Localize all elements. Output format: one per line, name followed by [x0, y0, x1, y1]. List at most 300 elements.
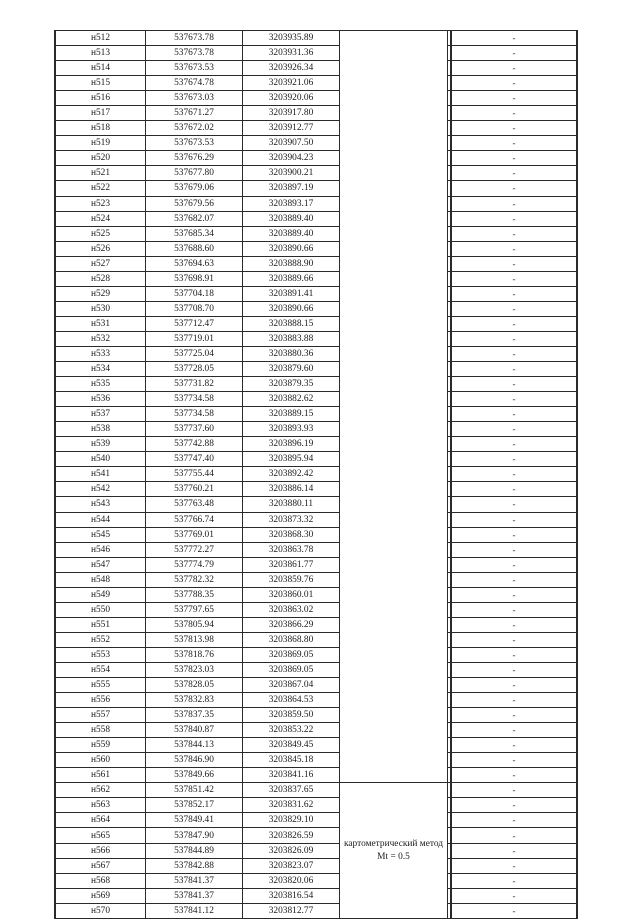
- point-id-cell: н518: [55, 121, 146, 136]
- y-coordinate-cell: 3203892.42: [243, 467, 340, 482]
- note-cell: -: [451, 377, 577, 392]
- note-cell: -: [451, 768, 577, 783]
- point-id-cell: н565: [55, 828, 146, 843]
- y-coordinate-cell: 3203868.30: [243, 527, 340, 542]
- note-cell: -: [451, 256, 577, 271]
- x-coordinate-cell: 537673.78: [146, 46, 243, 61]
- table-row: [55, 783, 577, 798]
- y-coordinate-cell: 3203888.15: [243, 316, 340, 331]
- x-coordinate-cell: 537728.05: [146, 362, 243, 377]
- point-id-cell: н523: [55, 196, 146, 211]
- note-cell: -: [451, 572, 577, 587]
- note-cell: -: [451, 903, 577, 918]
- table-row: [55, 331, 577, 346]
- y-coordinate-cell: 3203920.06: [243, 91, 340, 106]
- point-id-cell: н562: [55, 783, 146, 798]
- note-cell: -: [451, 76, 577, 91]
- x-coordinate-cell: 537704.18: [146, 286, 243, 301]
- point-id-cell: н567: [55, 858, 146, 873]
- y-coordinate-cell: 3203921.06: [243, 76, 340, 91]
- point-id-cell: н542: [55, 482, 146, 497]
- table-row: [55, 241, 577, 256]
- x-coordinate-cell: 537828.05: [146, 678, 243, 693]
- y-coordinate-cell: 3203863.02: [243, 602, 340, 617]
- point-id-cell: н537: [55, 407, 146, 422]
- table-row: [55, 888, 577, 903]
- point-id-cell: н551: [55, 617, 146, 632]
- x-coordinate-cell: 537677.80: [146, 166, 243, 181]
- x-coordinate-cell: 537774.79: [146, 557, 243, 572]
- x-coordinate-cell: 537849.41: [146, 813, 243, 828]
- x-coordinate-cell: 537763.48: [146, 497, 243, 512]
- note-cell: -: [451, 662, 577, 677]
- x-coordinate-cell: 537849.66: [146, 768, 243, 783]
- x-coordinate-cell: 537840.87: [146, 723, 243, 738]
- x-coordinate-cell: 537852.17: [146, 798, 243, 813]
- point-id-cell: н530: [55, 301, 146, 316]
- x-coordinate-cell: 537847.90: [146, 828, 243, 843]
- x-coordinate-cell: 537823.03: [146, 662, 243, 677]
- note-cell: -: [451, 783, 577, 798]
- table-row: [55, 91, 577, 106]
- x-coordinate-cell: 537844.89: [146, 843, 243, 858]
- y-coordinate-cell: 3203845.18: [243, 753, 340, 768]
- note-cell: -: [451, 452, 577, 467]
- x-coordinate-cell: 537788.35: [146, 587, 243, 602]
- point-id-cell: н547: [55, 557, 146, 572]
- point-id-cell: н544: [55, 512, 146, 527]
- y-coordinate-cell: 3203841.16: [243, 768, 340, 783]
- note-cell: -: [451, 647, 577, 662]
- note-cell: -: [451, 828, 577, 843]
- y-coordinate-cell: 3203859.50: [243, 708, 340, 723]
- x-coordinate-cell: 537747.40: [146, 452, 243, 467]
- table-row: [55, 166, 577, 181]
- table-row: [55, 843, 577, 858]
- table-row: [55, 437, 577, 452]
- y-coordinate-cell: 3203893.93: [243, 422, 340, 437]
- note-cell: -: [451, 693, 577, 708]
- point-id-cell: н555: [55, 678, 146, 693]
- table-row: [55, 377, 577, 392]
- y-coordinate-cell: 3203826.59: [243, 828, 340, 843]
- point-id-cell: н560: [55, 753, 146, 768]
- table-row: [55, 798, 577, 813]
- note-cell: -: [451, 271, 577, 286]
- note-cell: -: [451, 226, 577, 241]
- note-cell: -: [451, 843, 577, 858]
- y-coordinate-cell: 3203864.53: [243, 693, 340, 708]
- y-coordinate-cell: 3203904.23: [243, 151, 340, 166]
- table-row: [55, 662, 577, 677]
- point-id-cell: н564: [55, 813, 146, 828]
- note-cell: -: [451, 331, 577, 346]
- x-coordinate-cell: 537673.78: [146, 31, 243, 46]
- y-coordinate-cell: 3203860.01: [243, 587, 340, 602]
- x-coordinate-cell: 537671.27: [146, 106, 243, 121]
- point-id-cell: н532: [55, 331, 146, 346]
- point-id-cell: н563: [55, 798, 146, 813]
- y-coordinate-cell: 3203893.17: [243, 196, 340, 211]
- table-row: [55, 512, 577, 527]
- x-coordinate-cell: 537797.65: [146, 602, 243, 617]
- note-cell: -: [451, 316, 577, 331]
- point-id-cell: н531: [55, 316, 146, 331]
- note-cell: -: [451, 136, 577, 151]
- note-cell: -: [451, 753, 577, 768]
- table-row: [55, 181, 577, 196]
- table-row: [55, 572, 577, 587]
- point-id-cell: н546: [55, 542, 146, 557]
- table-row: [55, 693, 577, 708]
- table-row: [55, 497, 577, 512]
- table-row: [55, 76, 577, 91]
- point-id-cell: н539: [55, 437, 146, 452]
- x-coordinate-cell: 537734.58: [146, 392, 243, 407]
- note-cell: -: [451, 121, 577, 136]
- table-row: [55, 136, 577, 151]
- note-cell: -: [451, 587, 577, 602]
- y-coordinate-cell: 3203849.45: [243, 738, 340, 753]
- note-cell: -: [451, 632, 577, 647]
- point-id-cell: н566: [55, 843, 146, 858]
- note-cell: -: [451, 196, 577, 211]
- y-coordinate-cell: 3203826.09: [243, 843, 340, 858]
- point-id-cell: н570: [55, 903, 146, 918]
- y-coordinate-cell: 3203863.78: [243, 542, 340, 557]
- note-cell: -: [451, 362, 577, 377]
- point-id-cell: н550: [55, 602, 146, 617]
- x-coordinate-cell: 537688.60: [146, 241, 243, 256]
- x-coordinate-cell: 537673.03: [146, 91, 243, 106]
- x-coordinate-cell: 537766.74: [146, 512, 243, 527]
- point-id-cell: н536: [55, 392, 146, 407]
- y-coordinate-cell: 3203889.66: [243, 271, 340, 286]
- y-coordinate-cell: 3203883.88: [243, 331, 340, 346]
- point-id-cell: н525: [55, 226, 146, 241]
- x-coordinate-cell: 537673.53: [146, 136, 243, 151]
- x-coordinate-cell: 537841.37: [146, 888, 243, 903]
- note-cell: -: [451, 798, 577, 813]
- x-coordinate-cell: 537742.88: [146, 437, 243, 452]
- point-id-cell: н519: [55, 136, 146, 151]
- y-coordinate-cell: 3203926.34: [243, 61, 340, 76]
- y-coordinate-cell: 3203900.21: [243, 166, 340, 181]
- note-cell: -: [451, 346, 577, 361]
- note-cell: -: [451, 723, 577, 738]
- point-id-cell: н559: [55, 738, 146, 753]
- note-cell: -: [451, 482, 577, 497]
- y-coordinate-cell: 3203882.62: [243, 392, 340, 407]
- method-note: картометрический метод Mt = 0.5: [343, 839, 444, 862]
- y-coordinate-cell: 3203879.35: [243, 377, 340, 392]
- y-coordinate-cell: 3203866.29: [243, 617, 340, 632]
- point-id-cell: н524: [55, 211, 146, 226]
- table-row: [55, 527, 577, 542]
- y-coordinate-cell: 3203853.22: [243, 723, 340, 738]
- table-row: [55, 121, 577, 136]
- point-id-cell: н540: [55, 452, 146, 467]
- x-coordinate-cell: 537851.42: [146, 783, 243, 798]
- x-coordinate-cell: 537682.07: [146, 211, 243, 226]
- table-row: [55, 407, 577, 422]
- y-coordinate-cell: 3203886.14: [243, 482, 340, 497]
- table-row: [55, 467, 577, 482]
- note-cell: -: [451, 392, 577, 407]
- table-row: [55, 768, 577, 783]
- point-id-cell: н528: [55, 271, 146, 286]
- point-id-cell: н516: [55, 91, 146, 106]
- x-coordinate-cell: 537737.60: [146, 422, 243, 437]
- note-cell: -: [451, 542, 577, 557]
- method-cell-empty: [340, 31, 448, 783]
- y-coordinate-cell: 3203931.36: [243, 46, 340, 61]
- coordinates-table-sheet: [54, 30, 578, 916]
- point-id-cell: н535: [55, 377, 146, 392]
- y-coordinate-cell: 3203889.40: [243, 211, 340, 226]
- table-row: [55, 873, 577, 888]
- table-row: [55, 557, 577, 572]
- x-coordinate-cell: 537813.98: [146, 632, 243, 647]
- note-cell: -: [451, 241, 577, 256]
- table-row: [55, 678, 577, 693]
- table-row: [55, 346, 577, 361]
- x-coordinate-cell: 537685.34: [146, 226, 243, 241]
- y-coordinate-cell: 3203867.04: [243, 678, 340, 693]
- table-row: [55, 316, 577, 331]
- table-row: [55, 392, 577, 407]
- table-row: [55, 542, 577, 557]
- y-coordinate-cell: 3203859.76: [243, 572, 340, 587]
- y-coordinate-cell: 3203935.89: [243, 31, 340, 46]
- table-row: [55, 602, 577, 617]
- point-id-cell: н527: [55, 256, 146, 271]
- note-cell: -: [451, 512, 577, 527]
- x-coordinate-cell: 537674.78: [146, 76, 243, 91]
- y-coordinate-cell: 3203897.19: [243, 181, 340, 196]
- point-id-cell: н541: [55, 467, 146, 482]
- y-coordinate-cell: 3203891.41: [243, 286, 340, 301]
- note-cell: -: [451, 166, 577, 181]
- x-coordinate-cell: 537769.01: [146, 527, 243, 542]
- x-coordinate-cell: 537694.63: [146, 256, 243, 271]
- x-coordinate-cell: 537842.88: [146, 858, 243, 873]
- note-cell: -: [451, 602, 577, 617]
- table-row: [55, 452, 577, 467]
- table-row: [55, 828, 577, 843]
- note-cell: -: [451, 31, 577, 46]
- table-row: [55, 647, 577, 662]
- table-row: [55, 858, 577, 873]
- x-coordinate-cell: 537679.06: [146, 181, 243, 196]
- x-coordinate-cell: 537832.83: [146, 693, 243, 708]
- table-row: [55, 271, 577, 286]
- point-id-cell: н514: [55, 61, 146, 76]
- note-cell: -: [451, 301, 577, 316]
- y-coordinate-cell: 3203890.66: [243, 241, 340, 256]
- point-id-cell: н561: [55, 768, 146, 783]
- note-cell: -: [451, 527, 577, 542]
- point-id-cell: н558: [55, 723, 146, 738]
- point-id-cell: н538: [55, 422, 146, 437]
- table-row: [55, 196, 577, 211]
- x-coordinate-cell: 537734.58: [146, 407, 243, 422]
- x-coordinate-cell: 537760.21: [146, 482, 243, 497]
- point-id-cell: н556: [55, 693, 146, 708]
- table-row: [55, 106, 577, 121]
- y-coordinate-cell: 3203837.65: [243, 783, 340, 798]
- note-cell: -: [451, 407, 577, 422]
- table-row: [55, 151, 577, 166]
- note-cell: -: [451, 678, 577, 693]
- point-id-cell: н553: [55, 647, 146, 662]
- x-coordinate-cell: 537708.70: [146, 301, 243, 316]
- x-coordinate-cell: 537841.12: [146, 903, 243, 918]
- y-coordinate-cell: 3203889.15: [243, 407, 340, 422]
- note-cell: -: [451, 91, 577, 106]
- y-coordinate-cell: 3203880.36: [243, 346, 340, 361]
- y-coordinate-cell: 3203873.32: [243, 512, 340, 527]
- y-coordinate-cell: 3203823.07: [243, 858, 340, 873]
- note-cell: -: [451, 888, 577, 903]
- y-coordinate-cell: 3203896.19: [243, 437, 340, 452]
- point-id-cell: н533: [55, 346, 146, 361]
- point-id-cell: н545: [55, 527, 146, 542]
- table-row: [55, 362, 577, 377]
- coordinates-table-body: [55, 31, 577, 919]
- x-coordinate-cell: 537679.56: [146, 196, 243, 211]
- note-cell: -: [451, 738, 577, 753]
- table-row: [55, 813, 577, 828]
- note-cell: -: [451, 873, 577, 888]
- note-cell: -: [451, 497, 577, 512]
- y-coordinate-cell: 3203869.05: [243, 647, 340, 662]
- y-coordinate-cell: 3203820.06: [243, 873, 340, 888]
- point-id-cell: н543: [55, 497, 146, 512]
- note-cell: -: [451, 46, 577, 61]
- point-id-cell: н557: [55, 708, 146, 723]
- x-coordinate-cell: 537676.29: [146, 151, 243, 166]
- y-coordinate-cell: 3203812.77: [243, 903, 340, 918]
- table-row: [55, 903, 577, 918]
- y-coordinate-cell: 3203831.62: [243, 798, 340, 813]
- point-id-cell: н512: [55, 31, 146, 46]
- table-row: [55, 632, 577, 647]
- table-row: [55, 286, 577, 301]
- coordinates-table: [54, 30, 578, 919]
- table-row: [55, 738, 577, 753]
- y-coordinate-cell: 3203868.80: [243, 632, 340, 647]
- point-id-cell: н529: [55, 286, 146, 301]
- note-cell: -: [451, 858, 577, 873]
- y-coordinate-cell: 3203889.40: [243, 226, 340, 241]
- x-coordinate-cell: 537731.82: [146, 377, 243, 392]
- table-row: [55, 301, 577, 316]
- y-coordinate-cell: 3203816.54: [243, 888, 340, 903]
- table-row: [55, 723, 577, 738]
- table-row: [55, 226, 577, 241]
- point-id-cell: н548: [55, 572, 146, 587]
- y-coordinate-cell: 3203888.90: [243, 256, 340, 271]
- table-row: [55, 211, 577, 226]
- note-cell: -: [451, 151, 577, 166]
- x-coordinate-cell: 537725.04: [146, 346, 243, 361]
- point-id-cell: н534: [55, 362, 146, 377]
- x-coordinate-cell: 537782.32: [146, 572, 243, 587]
- y-coordinate-cell: 3203861.77: [243, 557, 340, 572]
- x-coordinate-cell: 537841.37: [146, 873, 243, 888]
- note-cell: -: [451, 437, 577, 452]
- table-row: [55, 256, 577, 271]
- table-row: [55, 422, 577, 437]
- note-cell: -: [451, 557, 577, 572]
- point-id-cell: н554: [55, 662, 146, 677]
- point-id-cell: н520: [55, 151, 146, 166]
- table-row: [55, 708, 577, 723]
- y-coordinate-cell: 3203829.10: [243, 813, 340, 828]
- x-coordinate-cell: 537755.44: [146, 467, 243, 482]
- table-row: [55, 587, 577, 602]
- point-id-cell: н569: [55, 888, 146, 903]
- y-coordinate-cell: 3203917.80: [243, 106, 340, 121]
- y-coordinate-cell: 3203907.50: [243, 136, 340, 151]
- point-id-cell: н521: [55, 166, 146, 181]
- x-coordinate-cell: 537844.13: [146, 738, 243, 753]
- note-cell: -: [451, 617, 577, 632]
- y-coordinate-cell: 3203880.11: [243, 497, 340, 512]
- note-cell: -: [451, 813, 577, 828]
- x-coordinate-cell: 537672.02: [146, 121, 243, 136]
- note-cell: -: [451, 708, 577, 723]
- x-coordinate-cell: 537698.91: [146, 271, 243, 286]
- table-row: [55, 46, 577, 61]
- point-id-cell: н517: [55, 106, 146, 121]
- note-cell: -: [451, 106, 577, 121]
- note-cell: -: [451, 422, 577, 437]
- note-cell: -: [451, 181, 577, 196]
- note-cell: -: [451, 211, 577, 226]
- x-coordinate-cell: 537712.47: [146, 316, 243, 331]
- note-cell: -: [451, 61, 577, 76]
- y-coordinate-cell: 3203895.94: [243, 452, 340, 467]
- note-cell: -: [451, 467, 577, 482]
- x-coordinate-cell: 537805.94: [146, 617, 243, 632]
- table-row: [55, 31, 577, 46]
- note-cell: -: [451, 286, 577, 301]
- table-row: [55, 753, 577, 768]
- y-coordinate-cell: 3203912.77: [243, 121, 340, 136]
- table-row: [55, 61, 577, 76]
- point-id-cell: н522: [55, 181, 146, 196]
- x-coordinate-cell: 537772.27: [146, 542, 243, 557]
- point-id-cell: н526: [55, 241, 146, 256]
- point-id-cell: н549: [55, 587, 146, 602]
- method-cell: [340, 783, 448, 918]
- point-id-cell: н513: [55, 46, 146, 61]
- x-coordinate-cell: 537818.76: [146, 647, 243, 662]
- x-coordinate-cell: 537673.53: [146, 61, 243, 76]
- table-row: [55, 617, 577, 632]
- y-coordinate-cell: 3203869.05: [243, 662, 340, 677]
- point-id-cell: н568: [55, 873, 146, 888]
- x-coordinate-cell: 537846.90: [146, 753, 243, 768]
- x-coordinate-cell: 537837.35: [146, 708, 243, 723]
- y-coordinate-cell: 3203890.66: [243, 301, 340, 316]
- x-coordinate-cell: 537719.01: [146, 331, 243, 346]
- point-id-cell: н552: [55, 632, 146, 647]
- point-id-cell: н515: [55, 76, 146, 91]
- y-coordinate-cell: 3203879.60: [243, 362, 340, 377]
